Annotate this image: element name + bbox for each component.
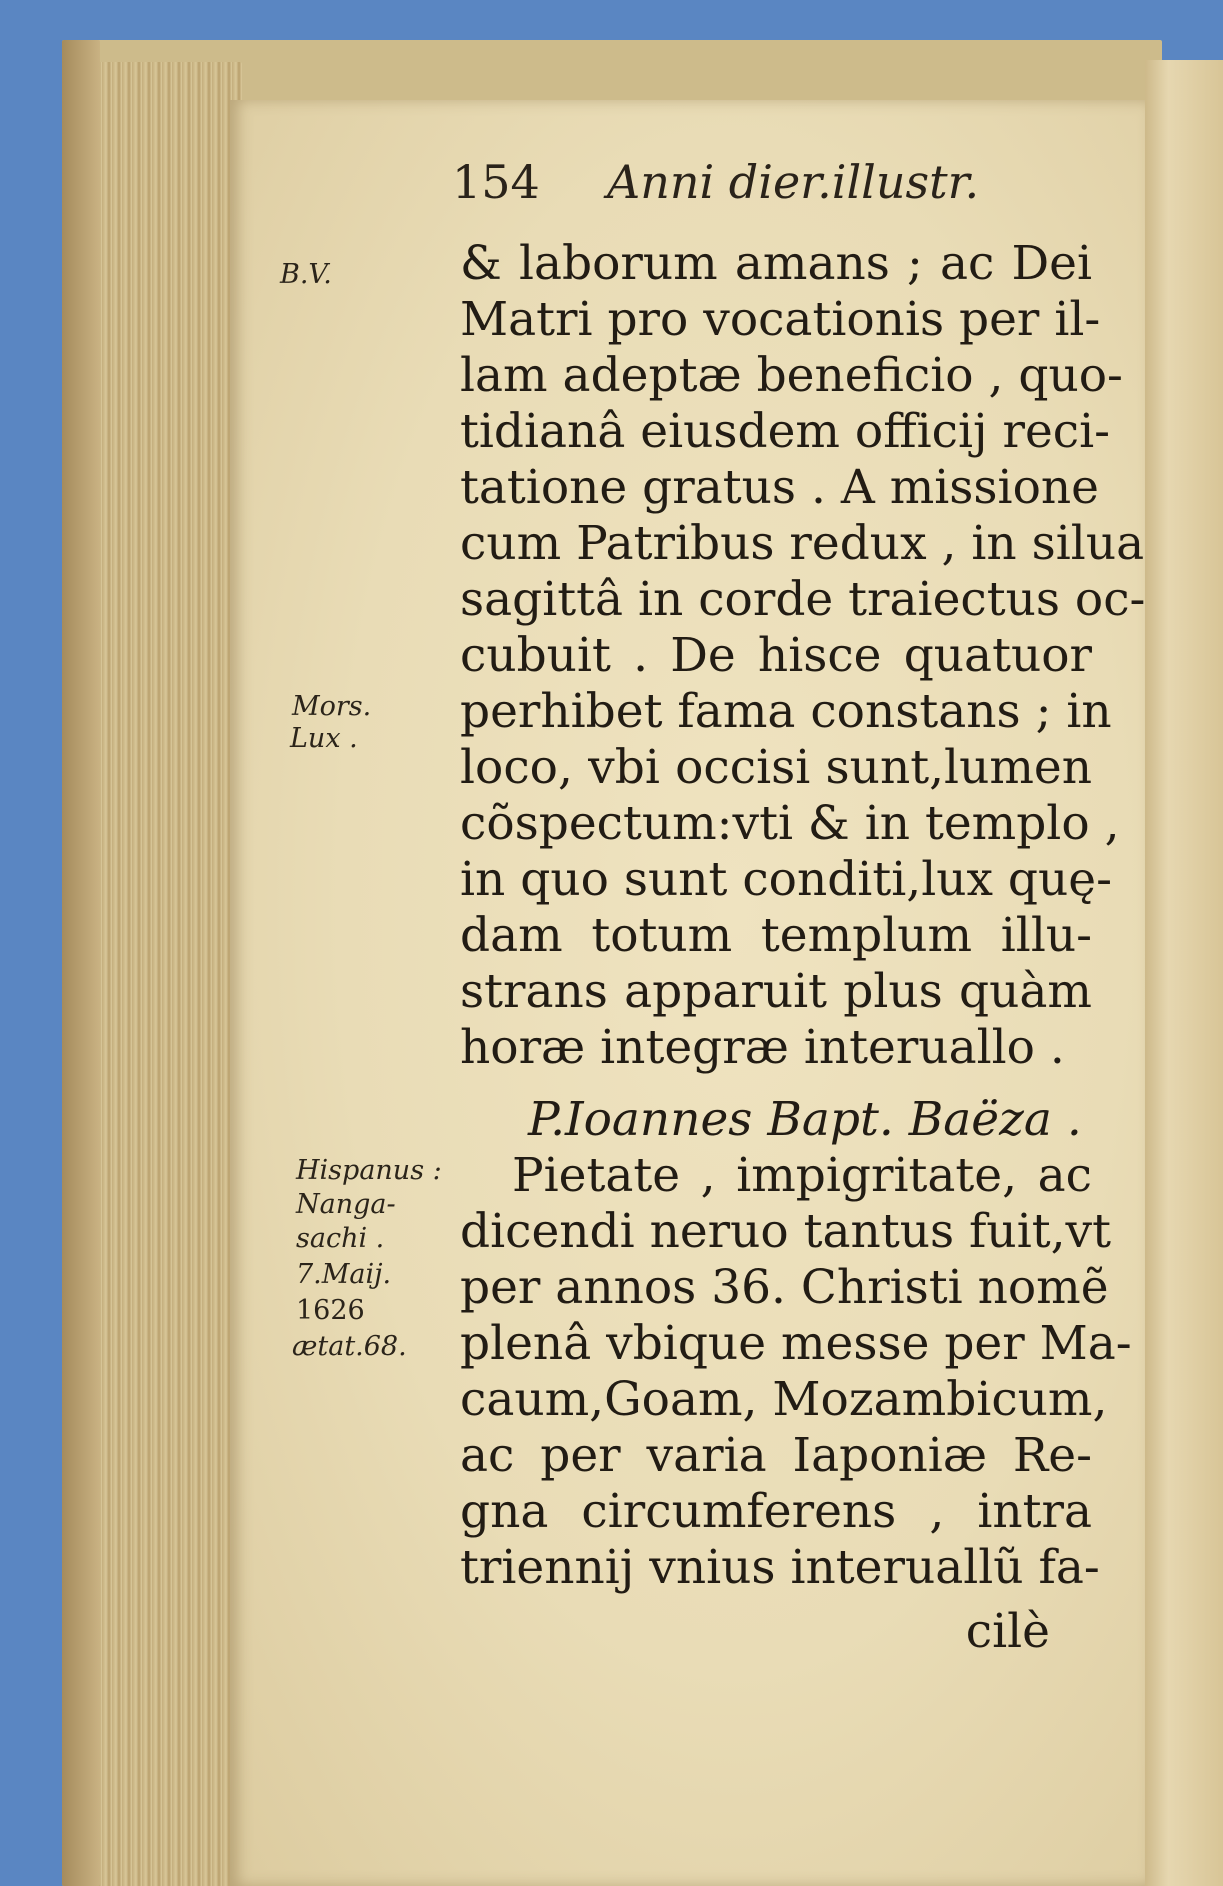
running-title: Anni dier.illustr. — [607, 155, 980, 209]
text-line: & laborum amans ; ac Dei — [460, 236, 1092, 291]
text-line: dam totum templum illu- — [460, 908, 1092, 963]
margin-note-aetat: ætat.68. — [292, 1331, 407, 1362]
section-heading: P.Ioannes Bapt. Baëza . — [528, 1092, 1082, 1147]
page-stack — [92, 62, 242, 1886]
text-line: dicendi neruo tantus fuit,vt — [460, 1204, 1112, 1259]
text-line: sagittâ in corde traiectus oc- — [460, 572, 1146, 627]
catchword: cilè — [965, 1604, 1050, 1659]
text-line: gna circumferens , intra — [460, 1484, 1092, 1539]
text-line: ac per varia Iaponiæ Re- — [460, 1428, 1092, 1483]
margin-note-lux: Lux . — [290, 723, 358, 754]
gutter-shadow — [1145, 60, 1223, 1886]
text-line: tatione gratus . A missione — [460, 460, 1099, 515]
margin-note-nanga: Nanga- — [296, 1189, 396, 1220]
text-line: Pietate , impigritate, ac — [512, 1148, 1092, 1203]
text-line: lam adeptæ beneficio , quo- — [460, 348, 1123, 403]
margin-note-mors: Mors. — [292, 691, 372, 722]
margin-note-year: 1626 — [296, 1295, 365, 1326]
text-line: per annos 36. Christi nomẽ — [460, 1260, 1109, 1315]
text-line: tidianâ eiusdem officij reci- — [460, 404, 1111, 459]
margin-note-hispanus: Hispanus : — [296, 1155, 442, 1186]
margin-note-bv: B.V. — [280, 259, 332, 290]
text-line: plenâ vbique messe per Ma- — [460, 1316, 1132, 1371]
text-line: in quo sunt conditi,lux quę- — [460, 852, 1112, 907]
text-line: cõspectum:vti & in templo , — [460, 796, 1120, 851]
margin-note-sachi: sachi . — [296, 1223, 385, 1254]
cover-edge — [62, 40, 100, 1886]
text-line: strans apparuit plus quàm — [460, 964, 1092, 1019]
text-line: caum,Goam, Mozambicum, — [460, 1372, 1108, 1427]
text-line: cum Patribus redux , in silua — [460, 516, 1145, 571]
text-line: horæ integræ interuallo . — [460, 1020, 1065, 1075]
text-line: perhibet fama constans ; in — [460, 684, 1112, 739]
text-line: cubuit . De hisce quatuor — [460, 628, 1092, 683]
text-line: triennij vnius interuallũ fa- — [460, 1540, 1100, 1595]
margin-note-date: 7.Maij. — [296, 1259, 392, 1290]
page-number: 154 — [452, 155, 540, 209]
text-line: Matri pro vocationis per il- — [460, 292, 1101, 347]
text-line: loco, vbi occisi sunt,lumen — [460, 740, 1092, 795]
